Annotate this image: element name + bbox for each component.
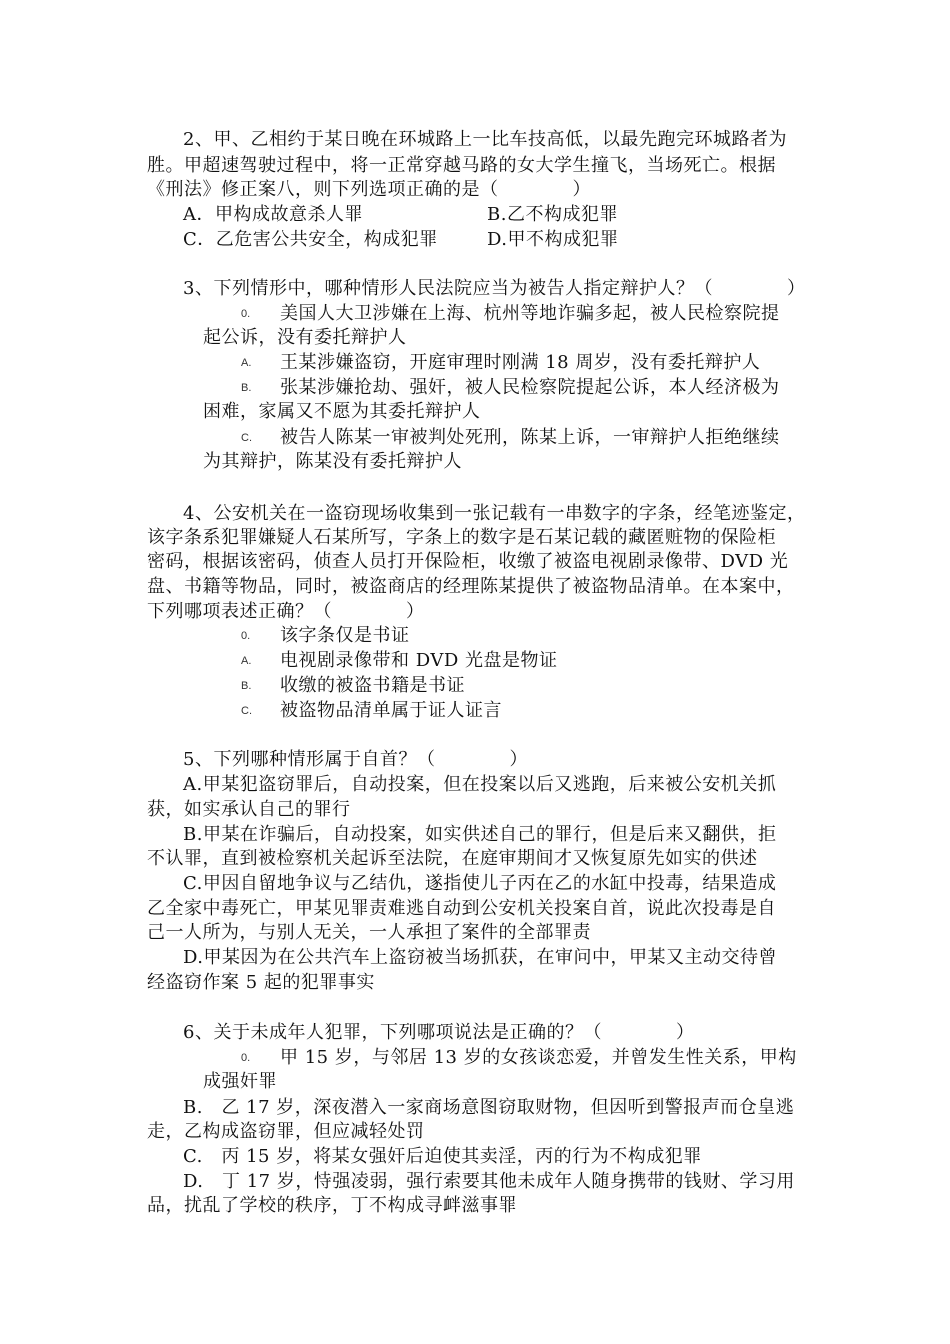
q5-option-a-line-2: 获，如实承认自己的罪行 [147,799,351,820]
q5-option-b-line-2: 不认罪，直到被检察机关起诉至法院，在庭审期间才又恢复原先如实的供述 [147,848,758,869]
q3-option-c-line-1: 被告人陈某一审被判处死刑，陈某上诉，一审辩护人拒绝继续 [280,427,780,448]
q5-option-b-line-1: B.甲某在诈骗后，自动投案，如实供述自己的罪行，但是后来又翻供，拒 [183,824,777,845]
q3-option-c-line-2: 为其辩护，陈某没有委托辩护人 [203,451,462,472]
q2-option-c: C．乙危害公共安全，构成犯罪 [183,229,438,250]
q6-option-b-line-1: B. 乙 17 岁，深夜潜入一家商场意图窃取财物，但因听到警报声而仓皇逃 [183,1097,795,1118]
q2-stem-line-1: 2、甲、乙相约于某日晚在环城路上一比车技高低，以最先跑完环城路者为 [183,129,787,150]
q3-option-0-line-1: 美国人大卫涉嫌在上海、杭州等地诈骗多起，被人民检察院提 [280,303,780,324]
q6-option-0-marker: 0. [241,1052,251,1064]
q4-option-0-marker: 0. [241,630,251,642]
q3-stem: 3、下列情形中，哪种情形人民法院应当为被告人指定辩护人？（ ） [183,278,806,299]
q6-option-0-line-1: 甲 15 岁，与邻居 13 岁的女孩谈恋爱，并曾发生性关系，甲构 [280,1047,797,1068]
q4-option-c: 被盗物品清单属于证人证言 [280,700,502,721]
q3-option-b-line-1: 张某涉嫌抢劫、强奸，被人民检察院提起公诉，本人经济极为 [280,377,780,398]
q5-stem: 5、下列哪种情形属于自首？（ ） [183,749,528,770]
q4-stem-line-3: 密码，根据该密码，侦查人员打开保险柜，收缴了被盗电视剧录像带、DVD 光 [147,551,789,572]
q6-option-c: C. 丙 15 岁，将某女强奸后迫使其卖淫，丙的行为不构成犯罪 [183,1146,702,1167]
q5-option-c-line-1: C.甲因自留地争议与乙结仇，遂指使儿子丙在乙的水缸中投毒，结果造成 [183,873,777,894]
q4-stem-line-5: 下列哪项表述正确？（ ） [147,601,425,622]
q4-option-b: 收缴的被盗书籍是书证 [280,675,465,696]
q2-stem-line-3: 《刑法》修正案八，则下列选项正确的是（ ） [147,179,591,200]
q5-option-c-line-2: 乙全家中毒死亡，甲某见罪责难逃自动到公安机关投案自首，说此次投毒是自 [147,898,776,919]
q6-option-b-line-2: 走，乙构成盗窃罪，但应减轻处罚 [147,1121,425,1142]
q2-option-a: A．甲构成故意杀人罪 [183,204,363,225]
q6-stem: 6、关于未成年人犯罪，下列哪项说法是正确的？（ ） [183,1022,695,1043]
q6-option-d-line-2: 品，扰乱了学校的秩序，丁不构成寻衅滋事罪 [147,1195,517,1216]
q2-stem-line-2: 胜。甲超速驾驶过程中，将一正常穿越马路的女大学生撞飞，当场死亡。根据 [147,155,776,176]
q5-option-d-line-2: 经盗窃作案 5 起的犯罪事实 [147,972,375,993]
q4-option-b-marker: B. [241,680,252,692]
q3-option-c-marker: C. [241,432,252,444]
q5-option-a-line-1: A.甲某犯盗窃罪后，自动投案，但在投案以后又逃跑，后来被公安机关抓 [183,774,777,795]
q3-option-0-line-2: 起公诉，没有委托辩护人 [203,327,407,348]
q3-option-b-line-2: 困难，家属又不愿为其委托辩护人 [203,401,481,422]
q4-option-a-marker: A. [241,655,252,667]
q4-stem-line-1: 4、公安机关在一盗窃现场收集到一张记载有一串数字的字条，经笔迹鉴定， [183,503,806,524]
q2-option-b: B.乙不构成犯罪 [487,204,618,225]
q5-option-c-line-3: 己一人所为，与别人无关，一人承担了案件的全部罪责 [147,922,591,943]
q3-option-a-marker: A. [241,357,252,369]
q6-option-d-line-1: D. 丁 17 岁，恃强凌弱，强行索要其他未成年人随身携带的钱财、学习用 [183,1171,795,1192]
q2-option-d: D.甲不构成犯罪 [487,229,619,250]
q6-option-0-line-2: 成强奸罪 [203,1071,277,1092]
q3-option-0-marker: 0. [241,308,251,320]
q5-option-d-line-1: D.甲某因为在公共汽车上盗窃被当场抓获，在审问中，甲某又主动交待曾 [183,947,778,968]
q4-stem-line-2: 该字条系犯罪嫌疑人石某所写，字条上的数字是石某记载的藏匿赃物的保险柜 [147,527,776,548]
q4-option-a: 电视剧录像带和 DVD 光盘是物证 [280,650,558,671]
q4-option-0: 该字条仅是书证 [280,625,410,646]
q4-option-c-marker: C. [241,705,252,717]
q3-option-b-marker: B. [241,382,252,394]
q3-option-a: 王某涉嫌盗窃，开庭审理时刚满 18 周岁，没有委托辩护人 [280,352,761,373]
q4-stem-line-4: 盘、书籍等物品，同时，被盗商店的经理陈某提供了被盗物品清单。在本案中， [147,576,795,597]
